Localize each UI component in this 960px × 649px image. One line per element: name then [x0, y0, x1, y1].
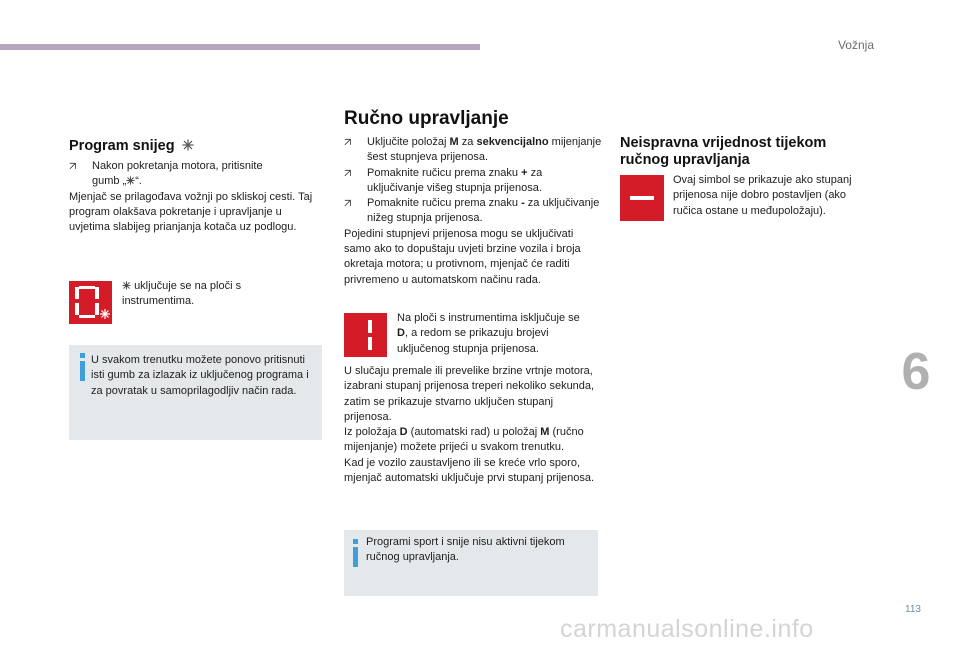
arrow-bullet-icon: [344, 166, 354, 183]
info-text: Programi sport i snije nisu aktivni tijekom ručnog upravljanja.: [366, 536, 565, 564]
arrow-bullet-icon: [344, 135, 354, 152]
faulty-caption: Ovaj simbol se prikazuje ako stupanj prijenosa nije dobro postavljen (ako ručica ostane u međupoložaju).: [673, 174, 852, 217]
faulty-heading: Neispravna vrijednost tijekom ručnog upravljanja: [620, 135, 827, 168]
manual-paragraph: Pojedini stupnjevi prijenosa mogu se uključivati samo ako to dopuštaju uvjeti brzine vozila i broja okretaja motora; u protivnom, mjenjač će raditi privremeno u automatskom načinu rada.: [344, 227, 581, 286]
arrow-bullet-icon: [69, 159, 79, 176]
watermark: carmanualsonline.info: [560, 615, 814, 643]
snowflake-icon: [122, 281, 131, 290]
snow-program-heading: Program snijeg: [69, 138, 194, 155]
manual-paragraph: Iz položaja D (automatski rad) u položaj M (ručno mijenjanje) možete prijeći u svakom trenutku.: [344, 426, 584, 454]
snow-indicator-caption: uključuje se na ploči s instrumentima.: [122, 280, 242, 308]
page-number: 113: [905, 604, 921, 615]
snowflake-icon: [126, 176, 135, 185]
manual-notes: [344, 364, 599, 486]
header-accent-bar: [0, 44, 480, 50]
snow-program-description: Mjenjač se prilagođava vožnji po skliskoj cesti. Taj program olakšava pokretanje i upravljanje u uvjetima slabijeg prianjanja kotača uz podlogu.: [69, 190, 313, 234]
list-item: Pomaknite ručicu prema znaku - za uključivanje nižeg stupnja prijenosa.: [344, 196, 602, 227]
manual-paragraph: Kad je vozilo zaustavljeno ili se kreće vrlo sporo, mjenjač automatski uključuje prvi stupanj prijenosa.: [344, 456, 595, 485]
list-item: Pomaknite ručicu prema znaku + za uključivanje višeg stupnja prijenosa.: [344, 166, 602, 197]
info-box: [69, 345, 322, 440]
gear-indicator-caption: Na ploči s instrumentima isključuje se D, a redom se prikazuju brojevi uključenog stupnja prijenosa.: [397, 312, 580, 355]
info-icon: [78, 353, 88, 381]
faulty-gear-icon: [620, 175, 664, 221]
chapter-number: 6: [901, 343, 931, 401]
gear-indicator-icon: [344, 313, 387, 357]
manual-paragraph: U slučaju premale ili prevelike brzine vrtnje motora, izabrani stupanj prijenosa treperi nekoliko sekunda, zatim se prikazuje stvarno uključen stupanj prijenosa.: [344, 365, 595, 423]
arrow-bullet-icon: [344, 196, 354, 213]
snowflake-icon: [182, 139, 194, 151]
list-item: Uključite položaj M za sekvencijalno mijenjanje šest stupnjeva prijenosa.: [344, 135, 602, 166]
snow-program-text: [69, 159, 325, 235]
list-item: Nakon pokretanja motora, pritisnite gumb „ “.: [69, 159, 325, 190]
info-box: [344, 530, 598, 596]
snow-indicator-icon: [69, 281, 112, 324]
section-title: Vožnja: [837, 38, 874, 52]
info-text: U svakom trenutku možete ponovo pritisnuti isti gumb za izlazak iz uključenog programa i za povratak u samoprilagodljiv način rada.: [91, 354, 309, 397]
page-title: Ručno upravljanje: [344, 108, 509, 129]
info-icon: [351, 539, 361, 567]
manual-steps: [344, 135, 602, 288]
